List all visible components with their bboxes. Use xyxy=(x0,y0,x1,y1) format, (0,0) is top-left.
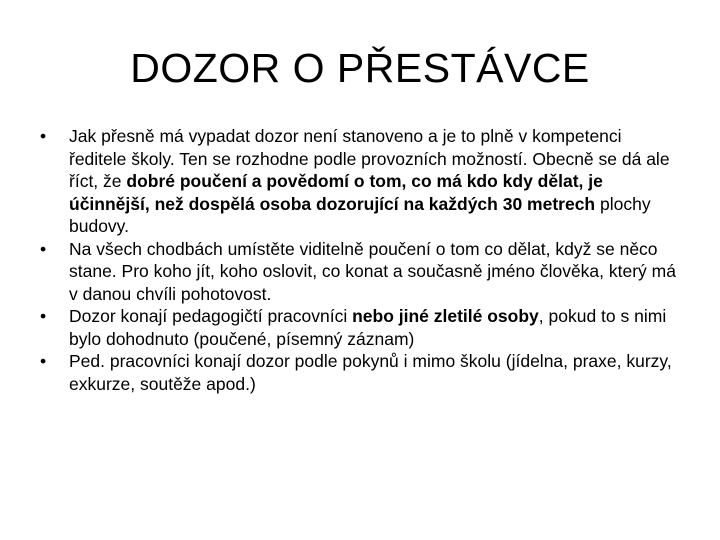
bullet-text xyxy=(69,126,670,236)
bullet-text xyxy=(69,306,666,349)
bullet-item xyxy=(40,238,680,306)
text-segment: Ped. pracovníci konají dozor podle pokynů i mimo školu (jídelna, praxe, kurzy, exkurze, soutěže apod.) xyxy=(69,351,672,394)
bullet-icon: • xyxy=(40,351,47,371)
bullet-item xyxy=(40,350,680,395)
bullet-item xyxy=(40,125,680,238)
bullet-icon: • xyxy=(40,306,47,326)
bold-text-segment: nebo jiné zletilé osoby xyxy=(352,306,539,326)
text-segment: plochy budovy. xyxy=(69,193,651,236)
bullet-text xyxy=(69,239,676,304)
bold-text-segment: dobré poučení a povědomí o tom, co má kdo kdy dělat, je účinnější, než dospělá osoba dozorující na každých 30 metrech xyxy=(69,171,603,214)
bullet-icon: • xyxy=(40,238,47,259)
bullet-item xyxy=(40,305,680,350)
slide-title: DOZOR O PŘESTÁVCE xyxy=(130,45,590,91)
text-segment: Dozor konají pedagogičtí pracovníci xyxy=(69,306,353,326)
bullet-text xyxy=(69,351,672,394)
text-segment: Jak přesně má vypadat dozor není stanoveno a je to plně v kompetenci ředitele školy. Ten se rozhodne podle provozních možností. Obecně se dá ale říct, že xyxy=(69,126,670,191)
bullet-icon: • xyxy=(40,126,47,146)
bullet-list xyxy=(40,125,680,395)
text-segment: , pokud to s nimi bylo dohodnuto (poučené, písemný záznam) xyxy=(69,306,667,349)
text-segment: Na všech chodbách umístěte viditelně poučení o tom co dělat, když se něco stane. Pro koho jít, koho oslovit, co konat a současně jméno člověka, který má v danou chvíli pohotovost. xyxy=(69,238,676,304)
